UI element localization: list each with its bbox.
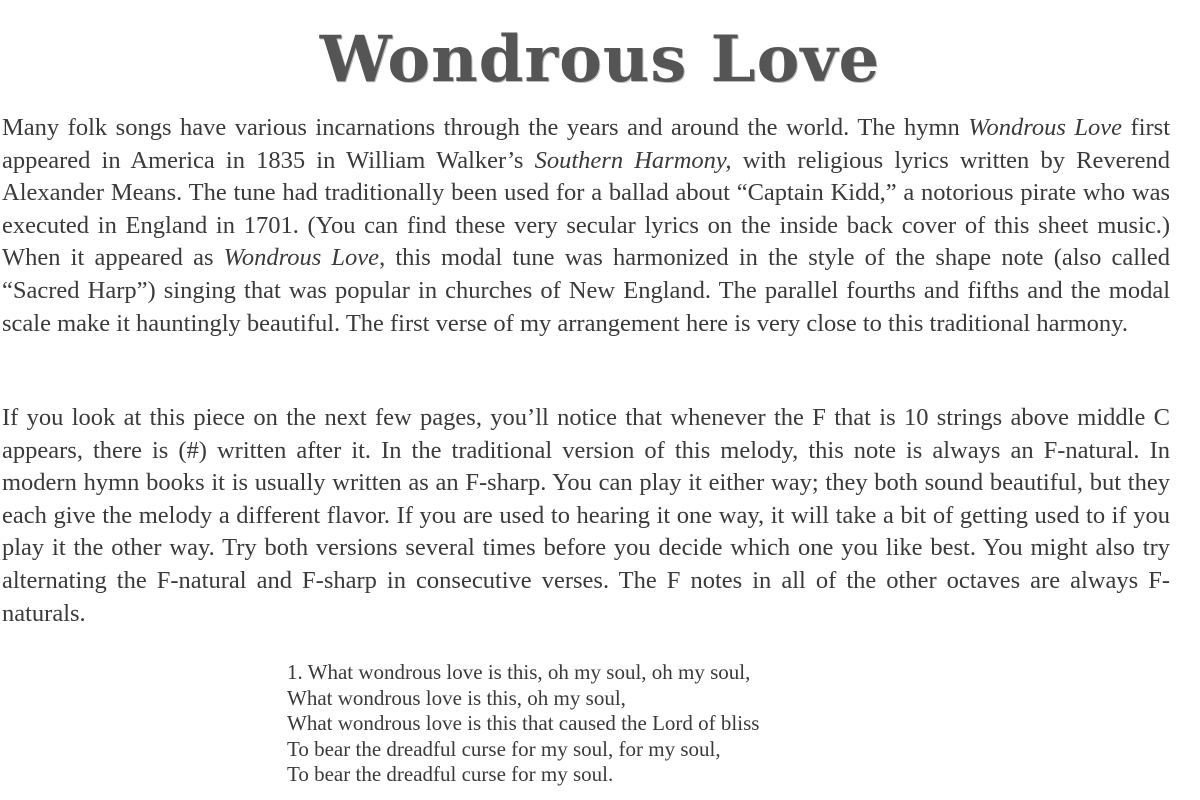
page-title: Wondrous Love bbox=[319, 22, 881, 97]
italic-hymn-title: Wondrous Love bbox=[223, 244, 380, 272]
history-paragraph bbox=[2, 112, 1170, 340]
verse-line: To bear the dreadful curse for my soul, for my soul, bbox=[287, 736, 721, 761]
italic-hymn-title: Wondrous Love bbox=[968, 114, 1123, 141]
italic-book-title: Southern Harmony, bbox=[534, 146, 732, 174]
paragraph-text: with religious lyrics written by Reverend Alexander Means. The tune had traditionally been used for a ballad about “Captain Kidd,” a notorious pirate who was executed in England in 1701. (You can find these very secular lyrics on the inside back cover of this sheet music.) When it appeared as bbox=[2, 146, 1170, 272]
performance-notes-paragraph: If you look at this piece on the next few pages, you’ll notice that whenever the F that is 10 strings above middle C appears, there is (#) written after it. In the traditional version of this melody, this note is always an F-natural. In modern hymn books it is usually written as an F-sharp. You can play it either way; they both sound beautiful, but they each give the melody a different flavor. If you are used to hearing it one way, it will take a bit of getting used to if you play it the other way. Try both versions several times before you decide which one you like best. You might also try alternating the F-natural and F-sharp in consecutive verses. The F notes in all of the other octaves are always F-naturals. bbox=[2, 404, 1170, 627]
verse-line: What wondrous love is this, oh my soul, bbox=[287, 685, 626, 710]
verse-line: What wondrous love is this that caused the Lord of bliss bbox=[287, 711, 760, 736]
verse-line: 1. What wondrous love is this, oh my soul, oh my soul, bbox=[287, 660, 751, 684]
verse-lyrics bbox=[287, 660, 759, 788]
verse-line: To bear the dreadful curse for my soul. bbox=[287, 762, 614, 787]
paragraph-text: Many folk songs have various incarnations through the years and around the world. The hymn bbox=[2, 114, 969, 141]
paragraph-text: , this modal tune was harmonized in the style of the shape note (also called “Sacred Harp”) singing that was popular in churches of New England. The parallel fourths and fifths and the modal scale make it hauntingly beautiful. The first verse of my arrangement here is very close to this traditional harmony. bbox=[2, 244, 1170, 337]
paragraph-text: first appeared in America in 1835 in William Walker’s bbox=[2, 114, 1171, 174]
